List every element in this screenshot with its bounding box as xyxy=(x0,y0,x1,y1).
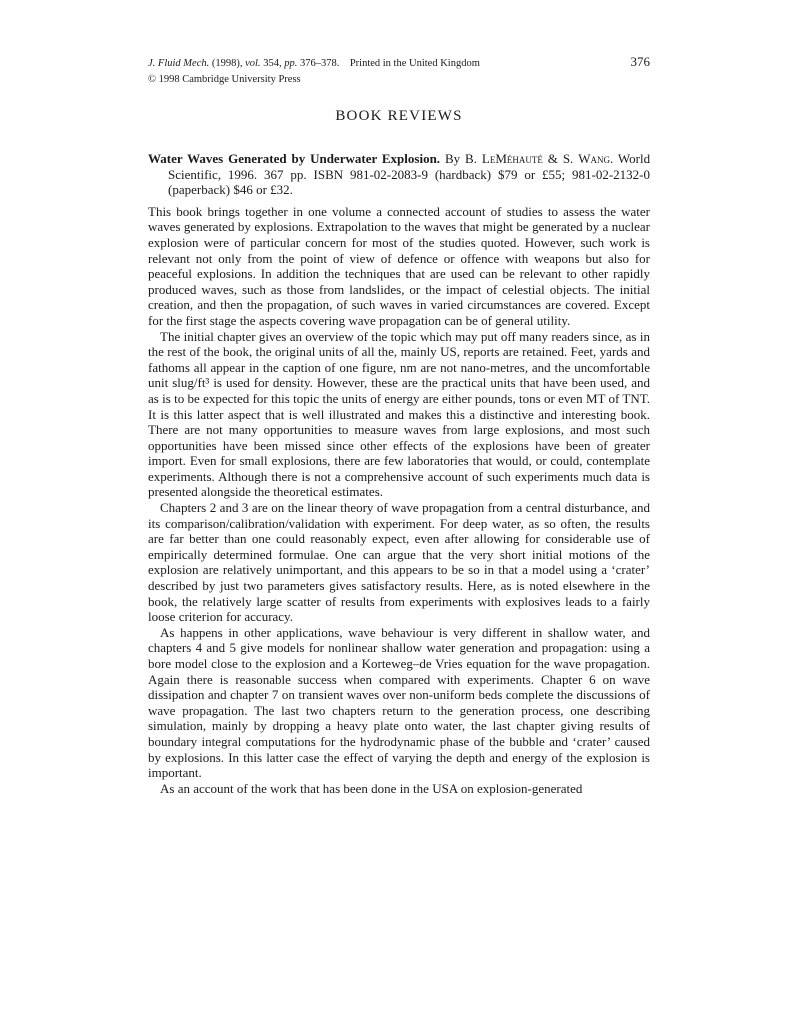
ampersand: & xyxy=(547,151,558,166)
volume-number: 354, xyxy=(263,58,282,69)
pages-label: pp. xyxy=(284,58,298,69)
journal-name: J. Fluid Mech. xyxy=(148,58,210,69)
paragraph: As an account of the work that has been done in the USA on explosion-generated xyxy=(160,780,583,796)
printed-note: Printed in the United Kingdom xyxy=(349,58,480,69)
paragraph: As happens in other applications, wave behaviour is very different in shallow water, and chapters 4 and 5 give models for nonlinear shallow water generation and propagation: using a bore model close to the explosion and a Korteweg–de Vries equation for the wave propagation. Again there is reasonable success when compared with experiments. Chapter 6 on wave dissipation and chapter 7 on transient waves over non-uniform beds complete the discussions of wave propagation. The last two chapters return to the generation process, one describing simulation, mainly by dropping a heavy plate onto water, the last chapter giving results of boundary integral computations for the hydrodynamic phase of the bubble and ‘crater’ caused by explosions. In this latter case the effect of varying the depth and energy of the explosion is important. xyxy=(148,624,650,781)
paragraph: Chapters 2 and 3 are on the linear theory of wave propagation from a central disturbance, and its comparison/calibration/validation with experiment. For deep water, as so often, the results are far better than one could reasonably expect, even after allowing for considerable use of empirically determined formulae. One can argue that the very short initial motions of the explosion are relatively unimportant, and this appears to be so in that a model using a ‘crater’ described by just two parameters gives satisfactory results. Here, as is noted elsewhere in the book, the relatively large scatter of results from experiments with explosives leads to a fairly loose criterion for accuracy. xyxy=(148,500,650,625)
by-label: By B. xyxy=(444,151,477,166)
copyright-line: © 1998 Cambridge University Press xyxy=(148,74,301,85)
review-body xyxy=(148,204,650,797)
review-heading xyxy=(148,151,650,198)
section-title: BOOK REVIEWS xyxy=(335,108,463,124)
author-two: Wang xyxy=(578,151,610,166)
page-number: 376 xyxy=(630,54,650,69)
volume-label: vol. xyxy=(245,58,261,69)
journal-page xyxy=(148,56,650,796)
page-range: 376–378. xyxy=(299,58,340,69)
author-two-initial: S. xyxy=(562,151,574,166)
paragraph: This book brings together in one volume a connected account of studies to assess the water waves generated by explosions. Extrapolation to the waves that might be generated by a nuclear explosion were of particular concern for most of the studies quoted. However, such work is relevant not only from the point of view of defence or offence with weapons but also for peaceful explosions. In addition the techniques that are used can be relevant to other rapidly produced waves, such as those from landslides, or the impact of celestial objects. The initial creation, and then the propagation, of such waves in varied circumstances are covered. Except for the first stage the aspects covering wave propagation can be of general utility. xyxy=(148,203,650,328)
author-one: LeMéhauté xyxy=(481,151,543,166)
book-title: Water Waves Generated by Underwater Explosion. xyxy=(148,151,441,166)
citation-line xyxy=(148,56,480,72)
publication-details: . World Scientific, 1996. 367 pp. ISBN 981-02-2083-9 (hardback) $79 or £55; 981-02-2132-0 (paperback) $46 or £32. xyxy=(168,151,651,198)
running-header xyxy=(148,56,650,72)
journal-year: (1998), xyxy=(211,58,243,69)
paragraph: The initial chapter gives an overview of the topic which may put off many readers since, as in the rest of the book, the original units of all the, mainly US, reports are retained. Feet, yards and fathoms all appear in the caption of one figure, nm are not nano-metres, and the uncomfortable unit slug/ft³ is used for density. However, these are the practical units that have been used, and as is to be expected for this topic the units of energy are either pounds, tons or even MT of TNT. It is this latter aspect that is well illustrated and makes this a distinctive and interesting book. There are not many opportunities to measure waves from large explosions, and most such opportunities have been missed since other effects of the explosions have been of greater import. Even for small explosions, there are few laboratories that would, or could, contemplate experiments. Although there is not a comprehensive account of such experiments much data is presented alongside the theoretical estimates. xyxy=(148,328,650,500)
